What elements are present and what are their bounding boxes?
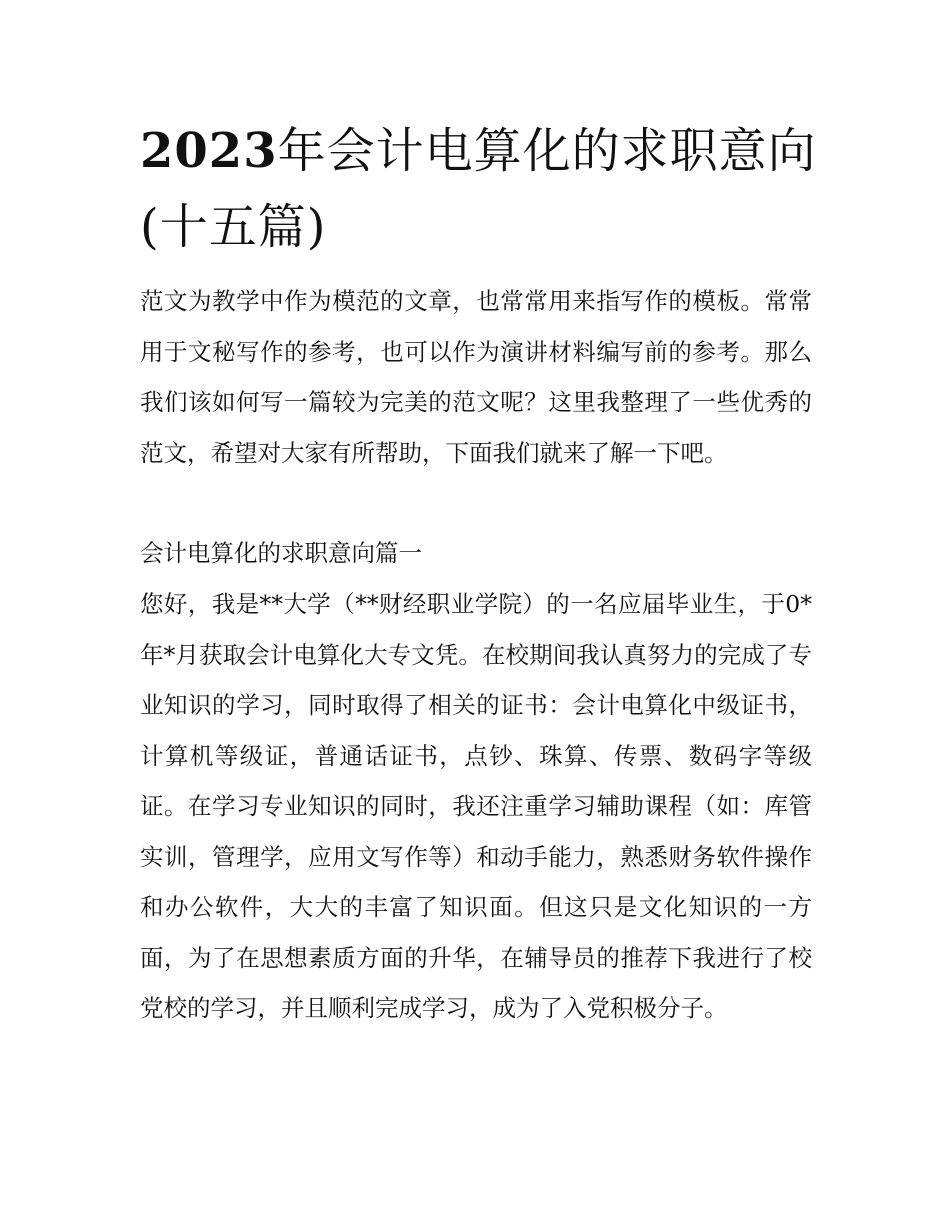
document-title (140, 113, 820, 265)
title-year: 2023 (140, 123, 278, 179)
intro-paragraph: 范文为教学中作为模范的文章，也常常用来指写作的模板。常常用于文秘写作的参考，也可以作为演讲材料编写前的参考。那么我们该如何写一篇较为完美的范文呢？这里我整理了一些优秀的范文，希望对大家有所帮助，下面我们就来了解一下吧。 (140, 287, 812, 467)
section-body-paragraph: 您好，我是**大学（**财经职业学院）的一名应届毕业生，于0*年*月获取会计电算化大专文凭。在校期间我认真努力的完成了专业知识的学习，同时取得了相关的证书：会计电算化中级证书，计算机等级证，普通话证书，点钞、珠算、传票、数码字等级证。在学习专业知识的同时，我还注重学习辅助课程（如：库管实训，管理学，应用文写作等）和动手能力，熟悉财务软件操作和办公软件，大大的丰富了知识面。但这只是文化知识的一方面，为了在思想素质方面的升华，在辅导员的推荐下我进行了校党校的学习，并且顺利完成学习，成为了入党积极分子。 (140, 590, 812, 1022)
section-heading: 会计电算化的求职意向篇一 (140, 539, 422, 567)
title-text: 年会计电算化的求职意向(十五篇) (140, 123, 817, 255)
